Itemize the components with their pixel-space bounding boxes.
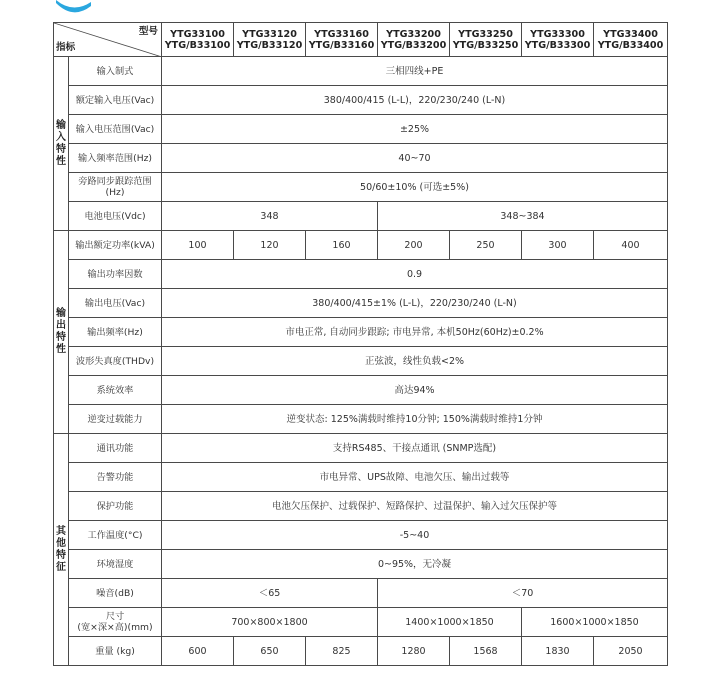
model-name: YTG33200 — [386, 28, 441, 40]
header-corner-cell — [54, 23, 162, 57]
category-other: 其 他 特 征 — [54, 434, 69, 666]
row-value: -5~40 — [162, 521, 668, 550]
row-value: 1600×1000×1850 — [522, 608, 668, 637]
row-label: 波形失真度(THDv) — [69, 347, 162, 376]
row-value: 300 — [522, 231, 594, 260]
row-value: ±25% — [162, 115, 668, 144]
row-value: 市电异常、UPS故障、电池欠压、输出过载等 — [162, 463, 668, 492]
table-row — [54, 115, 668, 144]
row-label: 旁路同步跟踪范围(Hz) — [69, 173, 162, 202]
row-label — [69, 608, 162, 637]
row-value: 100 — [162, 231, 234, 260]
row-value: 支持RS485、干接点通讯 (SNMP选配) — [162, 434, 668, 463]
model-header — [234, 23, 306, 57]
row-label: 输出额定功率(kVA) — [69, 231, 162, 260]
brand-logo-mark — [53, 0, 93, 20]
row-label: 输入频率范围(Hz) — [69, 144, 162, 173]
table-row — [54, 318, 668, 347]
row-value: 市电正常, 自动同步跟踪; 市电异常, 本机50Hz(60Hz)±0.2% — [162, 318, 668, 347]
table-row — [54, 492, 668, 521]
row-value: 160 — [306, 231, 378, 260]
table-row — [54, 608, 668, 637]
table-row — [54, 434, 668, 463]
model-header — [306, 23, 378, 57]
row-label: 系统效率 — [69, 376, 162, 405]
row-label: 告警功能 — [69, 463, 162, 492]
table-row — [54, 521, 668, 550]
model-header — [594, 23, 668, 57]
model-header — [378, 23, 450, 57]
table-row — [54, 202, 668, 231]
row-value: 400 — [594, 231, 668, 260]
row-label: 环境湿度 — [69, 550, 162, 579]
model-variant: YTG/B33250 — [452, 39, 519, 51]
header-model-label: 型号 — [138, 26, 158, 37]
table-row — [54, 463, 668, 492]
model-name: YTG33100 — [170, 28, 225, 40]
row-value: 逆变状态: 125%满载时维持10分钟; 150%满载时维持1分钟 — [162, 405, 668, 434]
row-label: 重量 (kg) — [69, 637, 162, 666]
table-row — [54, 231, 668, 260]
header-index-label: 指标 — [56, 42, 76, 53]
model-variant: YTG/B33100 — [164, 39, 231, 51]
row-value: 0~95%，无冷凝 — [162, 550, 668, 579]
row-label: 输入制式 — [69, 57, 162, 86]
table-row — [54, 260, 668, 289]
row-value: ＜70 — [378, 579, 668, 608]
row-label: 电池电压(Vdc) — [69, 202, 162, 231]
model-name: YTG33250 — [458, 28, 513, 40]
row-label: 输出电压(Vac) — [69, 289, 162, 318]
table-row — [54, 637, 668, 666]
row-value: 200 — [378, 231, 450, 260]
row-value: 1830 — [522, 637, 594, 666]
model-variant: YTG/B33300 — [524, 39, 591, 51]
table-row — [54, 376, 668, 405]
row-value: 电池欠压保护、过载保护、短路保护、过温保护、输入过欠压保护等 — [162, 492, 668, 521]
row-value: 120 — [234, 231, 306, 260]
model-name: YTG33400 — [603, 28, 658, 40]
table-row — [54, 86, 668, 115]
row-label-line: 尺寸 — [105, 611, 125, 622]
row-label-line: (宽×深×高)(mm) — [77, 622, 153, 633]
category-input: 输 入 特 性 — [54, 57, 69, 231]
row-label: 输出频率(Hz) — [69, 318, 162, 347]
table-row — [54, 289, 668, 318]
table-row — [54, 405, 668, 434]
model-name: YTG33160 — [314, 28, 369, 40]
row-label: 额定输入电压(Vac) — [69, 86, 162, 115]
model-variant: YTG/B33400 — [597, 39, 664, 51]
model-header — [522, 23, 594, 57]
row-label: 逆变过载能力 — [69, 405, 162, 434]
row-value: 正弦波，线性负载<2% — [162, 347, 668, 376]
row-value: ＜65 — [162, 579, 378, 608]
row-value: 700×800×1800 — [162, 608, 378, 637]
row-value: 1280 — [378, 637, 450, 666]
row-label: 噪音(dB) — [69, 579, 162, 608]
table-row — [54, 347, 668, 376]
header-row — [54, 23, 668, 57]
row-value: 250 — [450, 231, 522, 260]
spec-table — [53, 22, 668, 666]
row-label: 输出功率因数 — [69, 260, 162, 289]
model-variant: YTG/B33120 — [236, 39, 303, 51]
row-value: 380/400/415 (L-L)，220/230/240 (L-N) — [162, 86, 668, 115]
row-value: 高达94% — [162, 376, 668, 405]
table-row — [54, 173, 668, 202]
row-value: 2050 — [594, 637, 668, 666]
row-value: 825 — [306, 637, 378, 666]
row-value: 1568 — [450, 637, 522, 666]
row-value: 348 — [162, 202, 378, 231]
row-value: 40~70 — [162, 144, 668, 173]
row-value: 348~384 — [378, 202, 668, 231]
row-value: 50/60±10% (可选±5%) — [162, 173, 668, 202]
row-value: 380/400/415±1% (L-L)，220/230/240 (L-N) — [162, 289, 668, 318]
model-name: YTG33300 — [530, 28, 585, 40]
row-label: 通讯功能 — [69, 434, 162, 463]
row-value: 1400×1000×1850 — [378, 608, 522, 637]
row-label: 保护功能 — [69, 492, 162, 521]
row-value: 650 — [234, 637, 306, 666]
table-row — [54, 57, 668, 86]
row-value: 三相四线+PE — [162, 57, 668, 86]
table-row — [54, 579, 668, 608]
table-row — [54, 144, 668, 173]
row-value: 0.9 — [162, 260, 668, 289]
model-variant: YTG/B33200 — [380, 39, 447, 51]
model-variant: YTG/B33160 — [308, 39, 375, 51]
row-label: 输入电压范围(Vac) — [69, 115, 162, 144]
row-value: 600 — [162, 637, 234, 666]
model-name: YTG33120 — [242, 28, 297, 40]
model-header — [450, 23, 522, 57]
category-output: 输 出 特 性 — [54, 231, 69, 434]
table-row — [54, 550, 668, 579]
row-label: 工作温度(°C) — [69, 521, 162, 550]
model-header — [162, 23, 234, 57]
